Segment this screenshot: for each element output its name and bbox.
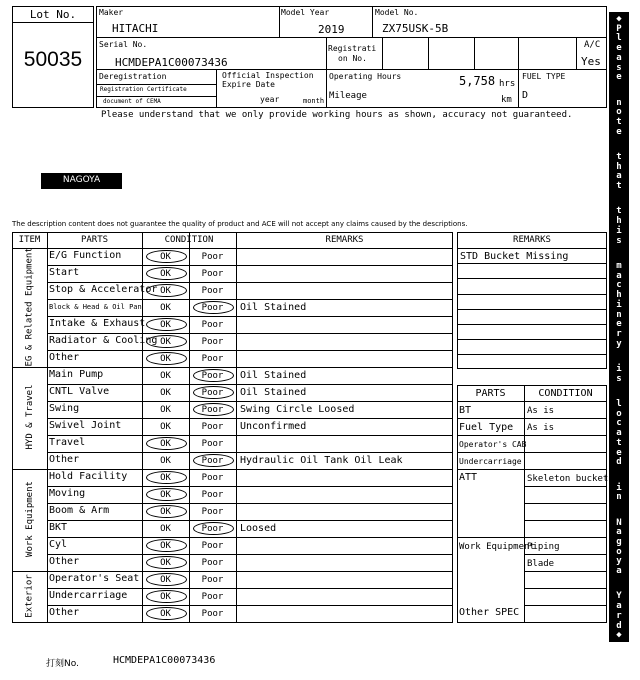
ok-label: OK: [160, 252, 171, 262]
poor-label: Poor: [201, 354, 224, 364]
sidebar-char: g: [616, 536, 622, 547]
sidebar-char: t: [616, 152, 622, 163]
table-col-rule: [47, 232, 48, 623]
sidebar-char: l: [616, 33, 622, 44]
sidebar-char: e: [616, 43, 622, 54]
model-no-value: ZX75USK-5B: [382, 22, 449, 35]
row-rule: [47, 452, 453, 453]
row-rule: [12, 571, 453, 572]
ok-label: OK: [160, 405, 171, 415]
stamp-label: 打刻No.: [46, 659, 79, 669]
rr-row-rule: [457, 339, 607, 340]
sidebar-char: o: [616, 107, 622, 118]
sidebar-char: l: [616, 398, 622, 409]
sidebar-char: r: [616, 610, 622, 621]
group-label: Exterior: [24, 573, 35, 618]
part-label: Hold Facility: [49, 471, 128, 482]
poor-selected-mark: [193, 522, 234, 535]
row-rule: [47, 401, 453, 402]
part-label: BKT: [49, 522, 68, 533]
poor-label: Poor: [201, 320, 224, 330]
sidebar-char: d: [616, 620, 622, 631]
rr-row-rule: [457, 248, 607, 249]
poor-label: Poor: [201, 303, 224, 313]
part-label: Other: [49, 607, 80, 618]
part-label: Other: [49, 556, 80, 567]
col-item-header: ITEM: [18, 235, 41, 245]
hrs-unit: hrs: [499, 79, 516, 89]
sidebar-char: a: [616, 428, 622, 439]
col-condition-header: CONDITION: [164, 235, 214, 245]
rp-fuel-type-value: As is: [527, 423, 555, 433]
poor-label: Poor: [201, 473, 224, 483]
ok-selected-mark: [146, 590, 187, 603]
ok-label: OK: [160, 422, 171, 432]
ok-label: OK: [160, 490, 171, 500]
row-rule: [47, 486, 453, 487]
operating-hours-label: Operating Hours: [329, 72, 402, 81]
poor-label: Poor: [201, 286, 224, 296]
registration-label-2: on No.: [338, 54, 367, 63]
poor-selected-mark: [193, 369, 234, 382]
sidebar-char: i: [616, 363, 622, 374]
sidebar-char: c: [616, 418, 622, 429]
diamond-icon: ◆: [616, 630, 622, 641]
part-label: E/G Function: [49, 250, 122, 261]
part-label: Other: [49, 352, 80, 363]
poor-label: Poor: [201, 541, 224, 551]
part-label: Boom & Arm: [49, 505, 110, 516]
ok-selected-mark: [146, 539, 187, 552]
part-label: Block & Head & Oil Pan: [49, 303, 142, 311]
lot-no: 50035: [23, 48, 83, 71]
month-label: month: [303, 97, 325, 105]
row-rule: [47, 333, 453, 334]
row-rule: [47, 588, 453, 589]
inspection-label-2: Expire Date: [222, 80, 275, 89]
part-label: Other: [49, 454, 80, 465]
registration-label-1: Registrati: [328, 44, 377, 53]
rp-bt-value: As is: [527, 406, 555, 416]
ok-label: OK: [160, 388, 171, 398]
fuel-type-value: D: [522, 90, 529, 101]
poor-selected-mark: [193, 301, 234, 314]
part-label: Moving: [49, 488, 86, 499]
group-label: HYD & Travel: [24, 384, 35, 450]
sidebar-char: a: [616, 52, 622, 63]
remark-text: Unconfirmed: [240, 421, 307, 432]
rr-row-rule: [457, 294, 607, 295]
model-no-label: Model No.: [375, 8, 419, 17]
remark-text: Loosed: [240, 523, 277, 534]
model-year-label: Model Year: [281, 8, 330, 17]
sidebar-char: h: [616, 161, 622, 172]
ok-label: OK: [160, 524, 171, 534]
sidebar-char: i: [616, 225, 622, 236]
row-rule: [47, 350, 453, 351]
ok-label: OK: [160, 320, 171, 330]
rp-col-condition: CONDITION: [538, 388, 593, 399]
row-rule: [12, 469, 453, 470]
ac-value: Yes: [581, 55, 601, 68]
sidebar-char: h: [616, 216, 622, 227]
row-rule: [47, 503, 453, 504]
poor-label: Poor: [201, 422, 224, 432]
sidebar-char: s: [616, 235, 622, 246]
sidebar-char: m: [616, 260, 622, 271]
diamond-icon: ◆: [616, 14, 622, 24]
row-rule: [47, 520, 453, 521]
sidebar-char: i: [616, 482, 622, 493]
sidebar-char: a: [616, 601, 622, 612]
ok-label: OK: [160, 269, 171, 279]
sidebar-char: a: [616, 566, 622, 577]
poor-label: Poor: [201, 507, 224, 517]
ok-selected-mark: [146, 335, 187, 348]
poor-label: Poor: [201, 456, 224, 466]
poor-label: Poor: [201, 439, 224, 449]
group-label: Work Equipment: [24, 481, 35, 557]
sidebar-char: N: [616, 517, 622, 528]
sidebar-char: e: [616, 72, 622, 83]
model-year-value: 2019: [318, 23, 345, 36]
cema-label: document of CEMA: [103, 98, 161, 105]
operating-hours-value: 5,758: [459, 74, 496, 88]
sidebar-char: n: [616, 492, 622, 503]
sidebar-char: n: [616, 97, 622, 108]
ok-selected-mark: [146, 284, 187, 297]
sidebar-char: y: [616, 338, 622, 349]
row-rule: [47, 316, 453, 317]
ok-selected-mark: [146, 471, 187, 484]
sidebar-char: o: [616, 408, 622, 419]
ok-label: OK: [160, 371, 171, 381]
row-rule: [47, 418, 453, 419]
table-col-rule: [236, 232, 237, 623]
rr-row-rule: [457, 309, 607, 310]
ok-label: OK: [160, 609, 171, 619]
remark-text: Hydraulic Oil Tank Oil Leak: [240, 455, 403, 466]
location-label: NAGOYA: [62, 175, 101, 185]
poor-label: Poor: [201, 592, 224, 602]
ok-selected-mark: [146, 437, 187, 450]
sidebar-char: t: [616, 437, 622, 448]
ok-selected-mark: [146, 488, 187, 501]
sidebar-char: t: [616, 181, 622, 192]
remark-text: Oil Stained: [240, 370, 307, 381]
fuel-type-label: FUEL TYPE: [522, 72, 566, 81]
remark-text: Oil Stained: [240, 302, 307, 313]
sidebar-char: y: [616, 556, 622, 567]
stamp-value: HCMDEPA1C00073436: [113, 655, 216, 666]
rr-row-rule: [457, 324, 607, 325]
part-label: Cyl: [49, 539, 68, 550]
sidebar-char: Y: [616, 591, 622, 602]
sidebar-char: i: [616, 299, 622, 310]
part-label: Intake & Exhaust: [49, 318, 146, 329]
ok-label: OK: [160, 456, 171, 466]
sidebar-char: e: [616, 126, 622, 137]
sidebar-char: t: [616, 117, 622, 128]
ok-label: OK: [160, 541, 171, 551]
rp-att-label: ATT: [459, 472, 478, 483]
rp-col-parts: PARTS: [475, 388, 506, 399]
sidebar-char: t: [616, 206, 622, 217]
poor-label: Poor: [201, 371, 224, 381]
row-rule: [47, 299, 453, 300]
remark-text: Oil Stained: [240, 387, 307, 398]
disclaimer: The description content does not guarantee the quality of product and ACE will not accept any claims caused by the descriptions.: [12, 220, 468, 228]
year-label: year: [260, 95, 280, 104]
part-label: Stop & Accelerator: [49, 284, 158, 295]
maker-label: Maker: [99, 8, 124, 17]
inspection-label-1: Official Inspection: [222, 71, 314, 80]
ok-selected-mark: [146, 505, 187, 518]
rr-row-rule: [457, 354, 607, 355]
rr-row-text: STD Bucket Missing: [460, 251, 569, 262]
poor-label: Poor: [201, 269, 224, 279]
ok-label: OK: [160, 575, 171, 585]
sidebar-char: n: [616, 309, 622, 320]
ok-selected-mark: [146, 318, 187, 331]
poor-label: Poor: [201, 405, 224, 415]
group-label: EG & Related Equipment: [24, 246, 35, 366]
serial-no-value: HCMDEPA1C00073436: [115, 56, 228, 69]
ac-label: A/C: [584, 40, 601, 50]
poor-label: Poor: [201, 388, 224, 398]
km-unit: km: [501, 95, 512, 105]
working-hours-notice: Please understand that we only provide working hours as shown, accuracy not guaranteed.: [101, 110, 573, 120]
poor-selected-mark: [193, 403, 234, 416]
row-rule: [47, 605, 453, 606]
row-rule: [47, 435, 453, 436]
right-remarks-title: REMARKS: [513, 235, 551, 245]
sidebar-char: a: [616, 270, 622, 281]
ok-selected-mark: [146, 352, 187, 365]
sidebar-char: a: [616, 527, 622, 538]
sidebar-char: a: [616, 171, 622, 182]
rp-att-value: Skeleton bucket: [527, 474, 609, 484]
sidebar-char: d: [616, 457, 622, 468]
rp-other-spec-label: Other SPEC: [459, 607, 520, 618]
registration-certificate-label: Registration Certificate: [100, 86, 187, 93]
part-label: Start: [49, 267, 80, 278]
row-rule: [47, 384, 453, 385]
rp-fuel-type-label: Fuel Type: [459, 422, 514, 433]
rp-work-equipment-value-1: Piping: [527, 542, 560, 552]
table-header-rule: [12, 248, 453, 249]
rr-row-rule: [457, 278, 607, 279]
sidebar-char: e: [616, 319, 622, 330]
sidebar-char: P: [616, 23, 622, 34]
col-remarks-header: REMARKS: [325, 235, 364, 245]
part-label: Swivel Joint: [49, 420, 122, 431]
maker-value: HITACHI: [112, 22, 159, 35]
ok-label: OK: [160, 558, 171, 568]
rp-work-equipment-value-2: Blade: [527, 559, 555, 569]
sidebar-char: s: [616, 373, 622, 384]
ok-selected-mark: [146, 607, 187, 620]
part-label: Swing: [49, 403, 80, 414]
part-label: Undercarriage: [49, 590, 128, 601]
rp-bt-label: BT: [459, 405, 472, 416]
part-label: CNTL Valve: [49, 386, 110, 397]
row-rule: [47, 554, 453, 555]
poor-label: Poor: [201, 558, 224, 568]
part-label: Main Pump: [49, 369, 104, 380]
ok-label: OK: [160, 337, 171, 347]
sidebar-notice-bar: [609, 12, 629, 642]
sidebar-char: e: [616, 447, 622, 458]
poor-selected-mark: [193, 454, 234, 467]
row-rule: [47, 282, 453, 283]
part-label: Travel: [49, 437, 86, 448]
deregistration-label: Deregistration: [99, 72, 167, 81]
sidebar-char: h: [616, 290, 622, 301]
remark-text: Swing Circle Loosed: [240, 404, 355, 415]
poor-label: Poor: [201, 337, 224, 347]
part-label: Radiator & Cooling: [49, 335, 158, 346]
lot-no-label: Lot No.: [29, 8, 77, 21]
sidebar-char: s: [616, 62, 622, 73]
rp-work-equipment-label: Work Equipment: [459, 542, 535, 552]
ok-label: OK: [160, 286, 171, 296]
ok-label: OK: [160, 473, 171, 483]
ok-selected-mark: [146, 267, 187, 280]
row-rule: [12, 367, 453, 368]
serial-no-label: Serial No.: [99, 40, 148, 49]
rp-operator-cab-label: Operator's CAB: [459, 440, 527, 449]
ok-selected-mark: [146, 250, 187, 263]
poor-label: Poor: [201, 575, 224, 585]
poor-label: Poor: [201, 252, 224, 262]
poor-selected-mark: [193, 386, 234, 399]
rr-row-rule: [457, 263, 607, 264]
sidebar-char: c: [616, 280, 622, 291]
ok-label: OK: [160, 507, 171, 517]
mileage-label: Mileage: [329, 91, 367, 101]
ok-selected-mark: [146, 573, 187, 586]
col-parts-header: PARTS: [80, 235, 109, 245]
ok-label: OK: [160, 592, 171, 602]
ok-label: OK: [160, 354, 171, 364]
poor-label: Poor: [201, 609, 224, 619]
poor-label: Poor: [201, 490, 224, 500]
rp-undercarriage-label: Undercarriage: [459, 457, 522, 466]
sidebar-char: r: [616, 328, 622, 339]
ok-selected-mark: [146, 556, 187, 569]
poor-label: Poor: [201, 524, 224, 534]
part-label: Operator's Seat: [49, 573, 140, 584]
ok-label: OK: [160, 439, 171, 449]
sidebar-char: o: [616, 546, 622, 557]
row-rule: [47, 265, 453, 266]
ok-label: OK: [160, 303, 171, 313]
location-badge: [41, 173, 122, 189]
row-rule: [47, 537, 453, 538]
